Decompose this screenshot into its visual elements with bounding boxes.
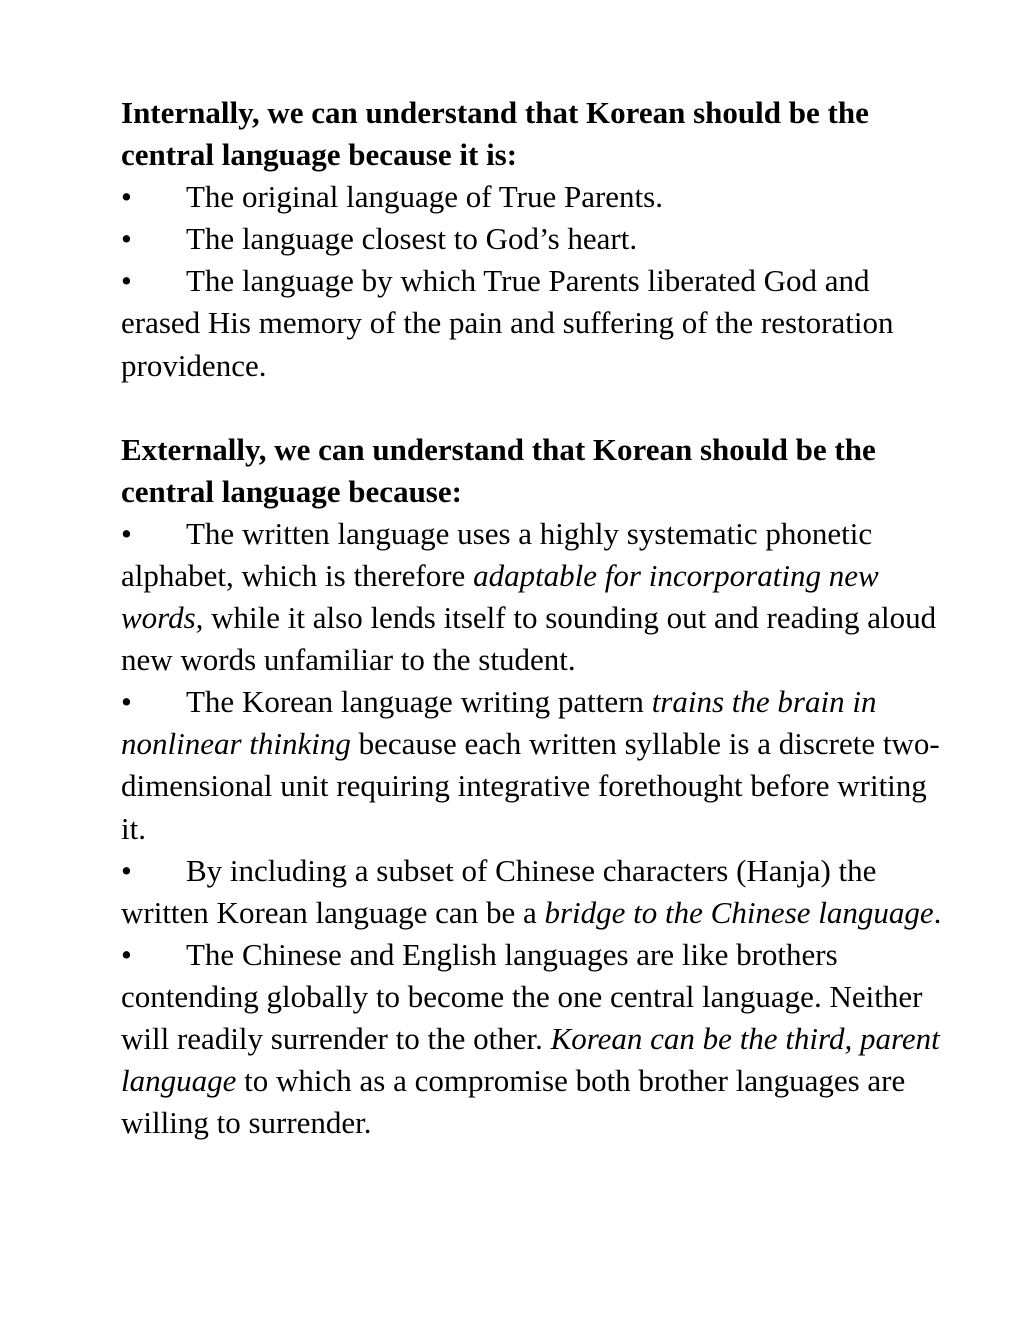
bullet-text-part: The written language uses a highly systematic phonetic alphabet, which is therefore [121, 515, 873, 593]
bullet-icon: • [121, 684, 132, 720]
bullet-item [121, 218, 951, 260]
bullet-text: The language closest to God’s heart. [186, 221, 638, 257]
section-heading: Internally, we can understand that Korean should be the central language because it is: [121, 95, 869, 173]
bullet-icon: • [121, 936, 132, 972]
bullet-emphasis: Korean can be the third, parent language [121, 1020, 940, 1099]
section-spacer [121, 387, 951, 429]
bullet-emphasis: bridge to the Chinese language [544, 894, 934, 930]
bullet-item [121, 260, 951, 386]
bullet-text-part: because each written syllable is a discrete two-dimensional unit requiring integrative forethought before writing it. [121, 726, 940, 846]
section-heading: Externally, we can understand that Korean should be the central language because: [121, 431, 876, 509]
bullet-item [121, 681, 951, 849]
bullet-icon: • [121, 263, 132, 299]
bullet-item [121, 176, 951, 218]
bullet-text: The original language of True Parents. [186, 179, 663, 215]
section-internal [121, 92, 951, 387]
bullet-icon: • [121, 179, 132, 215]
bullet-icon: • [121, 515, 132, 551]
bullet-text-part: The Korean language writing pattern [186, 684, 652, 720]
bullet-item [121, 513, 951, 681]
bullet-text-part: while it also lends itself to sounding out and reading aloud new words unfamiliar to the student. [121, 600, 937, 678]
document-page [121, 92, 951, 1144]
bullet-text-part: . [933, 894, 942, 930]
bullet-text-part: By including a subset of Chinese characters (Hanja) the written Korean language can be a [121, 852, 877, 930]
section-external [121, 429, 951, 1145]
bullet-text-part: to which as a compromise both brother languages are willing to surrender. [121, 1063, 906, 1141]
bullet-item [121, 850, 951, 934]
bullet-item [121, 934, 951, 1144]
bullet-emphasis: trains the brain in nonlinear thinking [121, 684, 877, 762]
bullet-text: The language by which True Parents liberated God and erased His memory of the pain and suffering of the restoration providence. [121, 263, 894, 383]
bullet-emphasis: adaptable for incorporating new words, [121, 557, 879, 636]
bullet-text-part: The Chinese and English languages are like brothers contending globally to become the one central language. Neither will readily surrender to the other. [121, 936, 923, 1056]
bullet-icon: • [121, 852, 132, 888]
bullet-icon: • [121, 221, 132, 257]
